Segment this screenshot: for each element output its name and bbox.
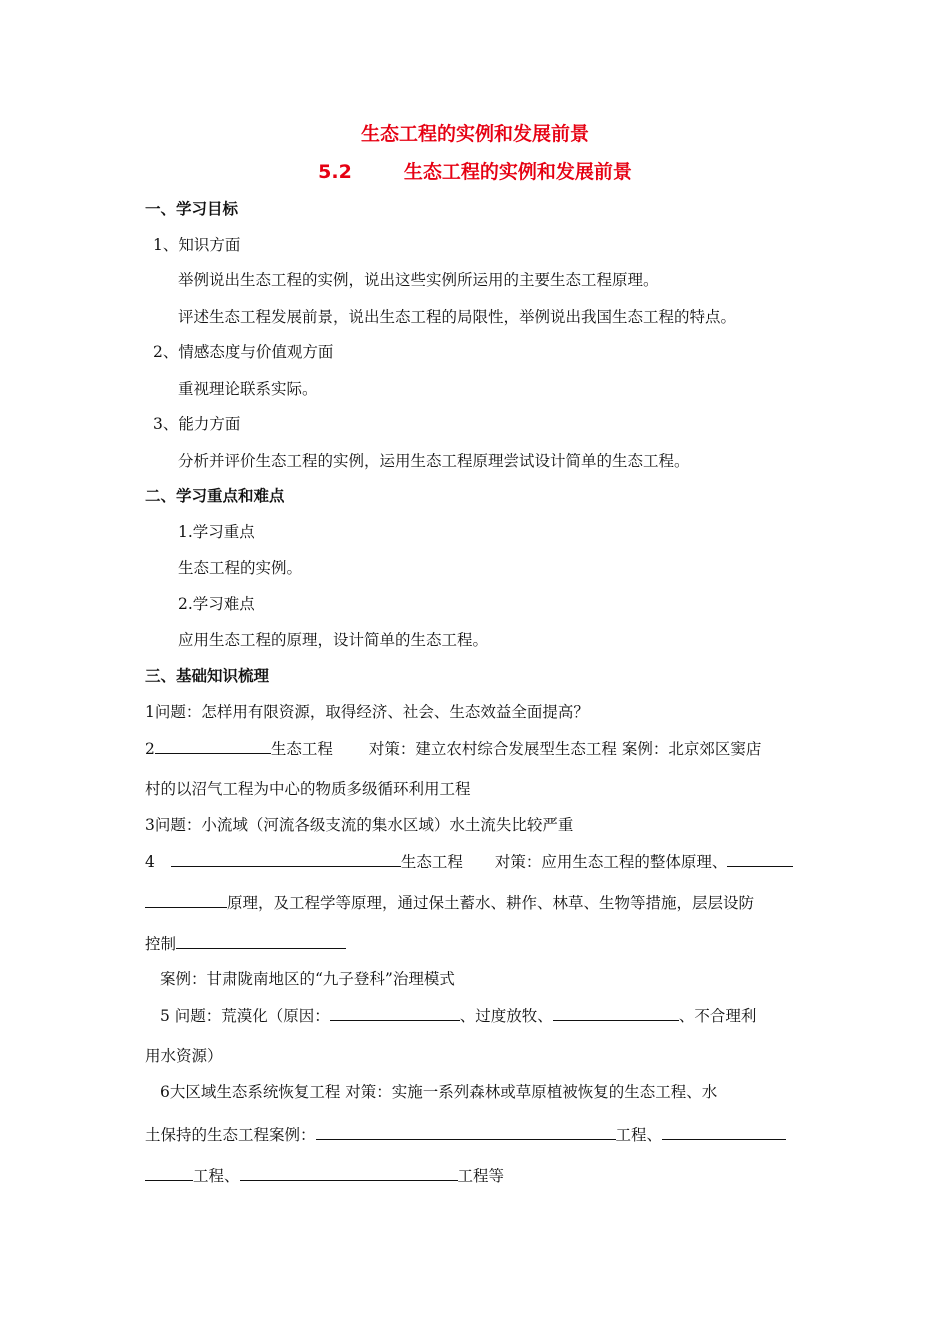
item-5-unreasonable: 、不合理利 — [678, 1007, 757, 1025]
section-title — [0, 160, 950, 184]
item-4 — [145, 851, 793, 872]
heading-key-points: 二、学习重点和难点 — [145, 486, 285, 505]
fill-blank[interactable] — [145, 1165, 193, 1181]
difficult-point-heading: 2.学习难点 — [178, 595, 255, 613]
fill-blank[interactable] — [176, 933, 346, 949]
key-point-text: 生态工程的实例。 — [178, 559, 303, 577]
item-4-continued — [145, 892, 754, 913]
fill-blank[interactable] — [727, 851, 793, 867]
goal-ability-heading: 3、能力方面 — [153, 415, 241, 433]
item-2-continued: 村的以沼气工程为中心的物质多级循环利用工程 — [145, 780, 471, 798]
item-5-continued: 用水资源） — [145, 1047, 223, 1065]
item-6-project-3: 工程等 — [457, 1167, 505, 1185]
item-6-end — [145, 1165, 504, 1186]
item-1: 1问题：怎样用有限资源，取得经济、社会、生态效益全面提高？ — [145, 703, 589, 721]
item-6-project: 工程、 — [615, 1126, 663, 1144]
fill-blank[interactable] — [145, 892, 227, 908]
item-4-principles: 原理，及工程学等原理，通过保土蓄水、耕作、林草、生物等措施，层层设防 — [227, 894, 755, 912]
item-2-number: 2 — [145, 740, 155, 758]
item-6-continued — [145, 1124, 786, 1145]
key-point-heading: 1.学习重点 — [178, 523, 255, 541]
item-3: 3问题：小流域（河流各级支流的集水区域）水土流失比较严重 — [145, 816, 574, 834]
fill-blank[interactable] — [330, 1005, 460, 1021]
difficult-point-text: 应用生态工程的原理，设计简单的生态工程。 — [178, 631, 489, 649]
item-4-control-label: 控制 — [145, 935, 177, 953]
item-4-engineering: 生态工程 — [400, 853, 463, 871]
fill-blank[interactable] — [662, 1124, 786, 1140]
goal-ability-1: 分析并评价生态工程的实例，运用生态工程原理尝试设计简单的生态工程。 — [178, 452, 690, 470]
fill-blank[interactable] — [316, 1124, 616, 1140]
fill-blank[interactable] — [240, 1165, 458, 1181]
item-4-strategy: 对策：应用生态工程的整体原理、 — [494, 853, 728, 871]
fill-blank[interactable] — [553, 1005, 679, 1021]
item-6: 6大区域生态系统恢复工程 对策：实施一系列森林或草原植被恢复的生态工程、水 — [160, 1083, 718, 1101]
item-6-project-2: 工程、 — [193, 1167, 240, 1185]
item-2-strategy: 对策：建立农村综合发展型生态工程 案例：北京郊区窦店 — [368, 740, 762, 758]
section-title-text: 生态工程的实例和发展前景 — [403, 161, 632, 183]
goal-knowledge-1: 举例说出生态工程的实例，说出这些实例所运用的主要生态工程原理。 — [178, 271, 659, 289]
goal-knowledge-heading: 1、知识方面 — [153, 236, 241, 254]
item-5 — [160, 1005, 756, 1026]
heading-basic-knowledge: 三、基础知识梳理 — [145, 666, 270, 685]
item-6-case-label: 土保持的生态工程案例： — [145, 1126, 316, 1144]
item-5-question: 5 问题：荒漠化（原因： — [160, 1007, 330, 1025]
item-4-number: 4 — [145, 853, 155, 871]
goal-emotion-heading: 2、情感态度与价值观方面 — [153, 343, 334, 361]
item-2 — [145, 738, 761, 759]
item-5-overgrazing: 、过度放牧、 — [459, 1007, 553, 1025]
fill-blank[interactable] — [155, 738, 271, 754]
goal-emotion-1: 重视理论联系实际。 — [178, 380, 318, 398]
page-title: 生态工程的实例和发展前景 — [360, 123, 589, 145]
item-4-case: 案例：甘肃陇南地区的“九子登科”治理模式 — [160, 970, 455, 988]
goal-knowledge-2: 评述生态工程发展前景，说出生态工程的局限性，举例说出我国生态工程的特点。 — [178, 308, 737, 326]
item-4-control — [145, 933, 346, 954]
section-number: 5.2 — [318, 161, 352, 183]
fill-blank[interactable] — [171, 851, 401, 867]
heading-learning-goals: 一、学习目标 — [145, 199, 239, 218]
item-2-engineering: 生态工程 — [270, 740, 333, 758]
